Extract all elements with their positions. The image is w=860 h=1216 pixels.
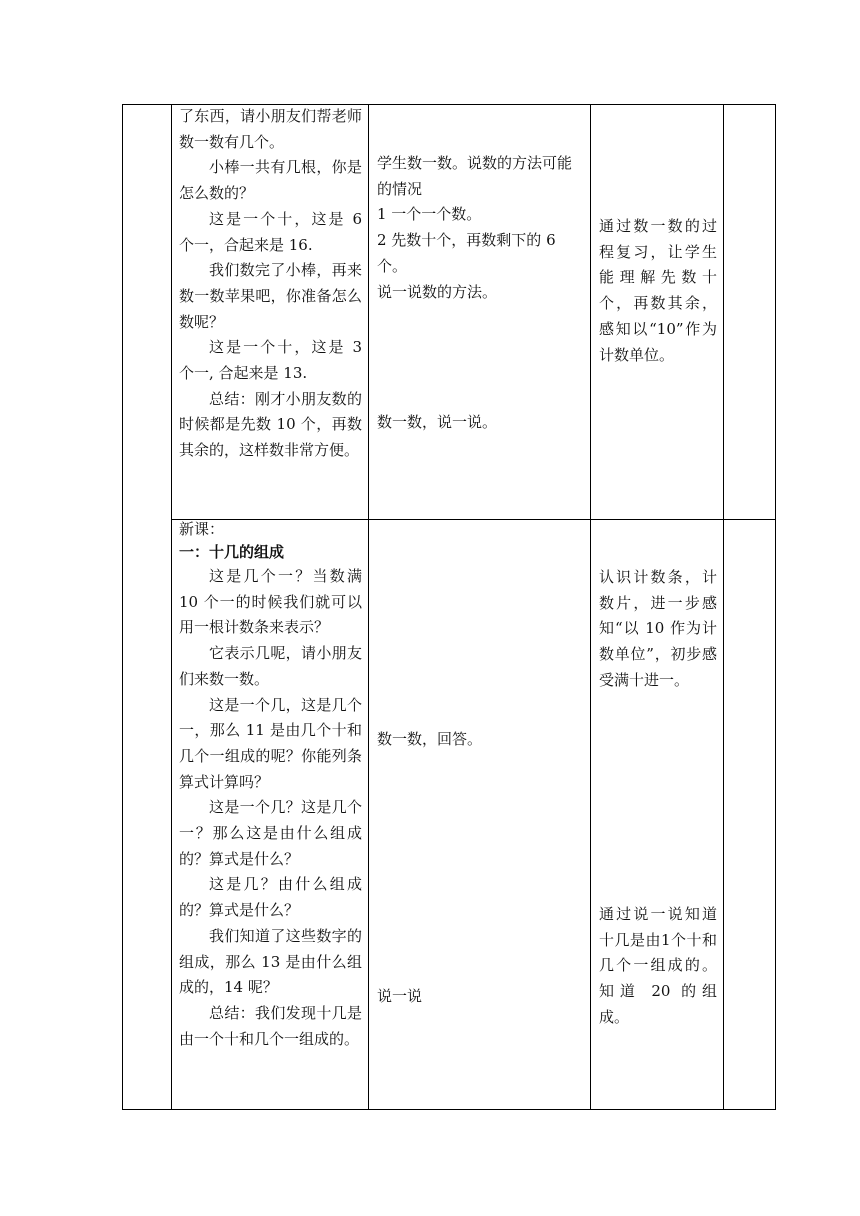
row1-teacher-para-6: 总结：刚才小朋友数的时候都是先数 10 个，再数其余的，这样数非常方便。 [179, 389, 362, 460]
row1-student-para-3: 2 先数十个，再数剩下的 6 个。 [377, 231, 556, 275]
row1-student-cell-a [377, 151, 584, 305]
row2-teacher-para-7: 总结：我们发现十几是由一个十和几个一组成的。 [179, 1003, 362, 1048]
row1-teacher-para-4: 我们数完了小棒，再来数一数苹果吧，你准备怎么数呢？ [179, 261, 362, 331]
row1-teacher-para-2: 小棒一共有几根，你是怎么数的？ [179, 158, 362, 203]
row2-teacher-para-2: 它表示几呢，请小朋友们来数一数。 [179, 644, 362, 688]
table-divider-col3 [590, 104, 591, 1110]
row1-intent-text: 通过数一数的过程复习，让学生能理解先数十个，再数其余，感知以“10”作为计数单位。 [599, 217, 717, 364]
row2-intent-text-a: 认识计数条，计数片，进一步感知“以 10 作为计数单位”，初步感受满十进一。 [599, 568, 717, 689]
table-divider-col2 [368, 104, 369, 1110]
row1-teacher-para-3: 这是一个十，这是 6 个一，合起来是 16. [179, 209, 362, 254]
row2-student-cell-a [377, 727, 584, 753]
row2-teacher-para-5: 这是几？由什么组成的？算式是什么？ [179, 875, 362, 920]
row2-student-para-2: 说一说 [377, 987, 423, 1005]
row1-student-cell-b [377, 410, 584, 436]
row2-teacher-para-3: 这是一个几，这是几个一，那么 11 是由几个十和几个一组成的呢？你能列条算式计算吗？ [179, 695, 362, 791]
row2-student-cell-b [377, 984, 584, 1010]
row1-teacher-cell [179, 104, 362, 464]
row2-teacher-para-6: 我们知道了这些数字的组成，那么 13 是由什么组成的，14 呢？ [179, 926, 362, 997]
row1-student-para-5: 数一数，说一说。 [377, 413, 498, 431]
row2-student-para-1: 数一数，回答。 [377, 730, 483, 748]
table-divider-col4 [723, 104, 724, 1110]
row1-student-para-4: 说一说数的方法。 [377, 282, 498, 301]
row1-teacher-para-5: 这是一个十，这是 3 个一, 合起来是 13. [179, 338, 362, 383]
row2-teacher-para-1: 这是几个一？当数满 10 个一的时候我们就可以用一根计数条来表示？ [179, 567, 362, 637]
row1-student-para-2: 1 一个一个数。 [377, 205, 482, 224]
table-border-right [775, 104, 776, 1110]
row2-teacher-para-4: 这是一个几？这是几个一？那么这是由什么组成的？算式是什么？ [179, 798, 362, 868]
row2-teacher-cell [179, 518, 362, 1052]
row1-intent-cell [599, 214, 717, 368]
row1-teacher-para-1: 了东西，请小朋友们帮老师数一数有几个。 [179, 107, 362, 151]
row2-intent-text-b: 通过说一说知道十几是由1个十和几个一组成的。知道 20 的组成。 [599, 905, 717, 1026]
row2-intent-cell-a [599, 565, 717, 694]
table-divider-col1 [171, 104, 172, 1110]
row2-intent-cell-b [599, 902, 717, 1031]
table-border-bottom [122, 1109, 776, 1110]
row1-student-para-1: 学生数一数。说数的方法可能的情况 [377, 154, 573, 198]
table-border-left [122, 104, 123, 1110]
new-lesson-label: 新课： [179, 520, 225, 538]
section-title: 一：十几的组成 [179, 543, 285, 561]
